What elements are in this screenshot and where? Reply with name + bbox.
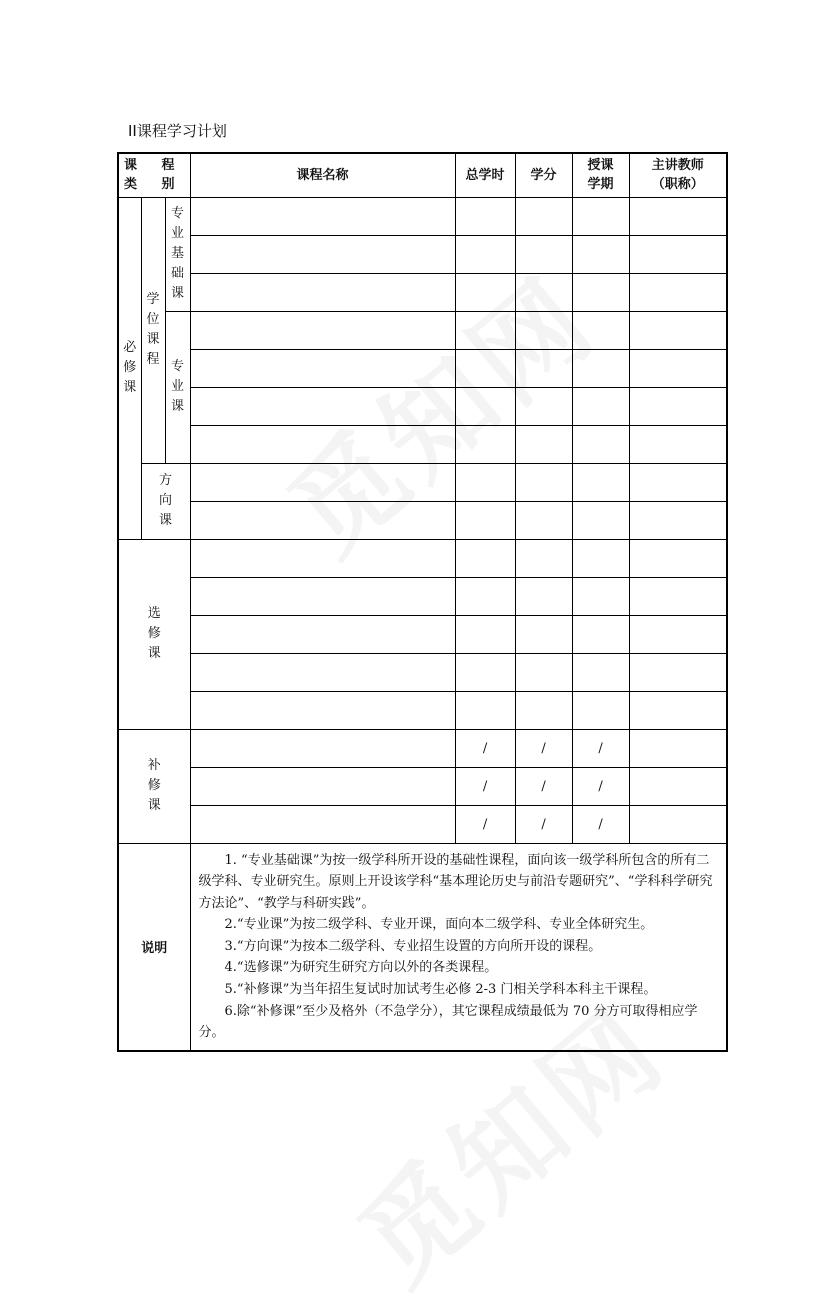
header-total-hours: 总学时 [455,153,515,197]
total-hours-cell[interactable] [455,615,515,653]
course-name-cell[interactable] [190,691,455,729]
header-term-line1: 授课 [587,158,614,174]
term-cell[interactable] [572,425,629,463]
credits-cell[interactable] [515,539,572,577]
course-plan-table [117,152,728,1052]
credits-cell [515,729,572,767]
header-category-line1: 课 程 [123,158,185,174]
term-cell[interactable] [572,311,629,349]
credits-cell[interactable] [515,349,572,387]
term-cell[interactable] [572,539,629,577]
course-name-cell[interactable] [190,539,455,577]
term-cell[interactable] [572,691,629,729]
teacher-cell[interactable] [629,805,727,843]
table-row [118,349,727,387]
category-degree [141,197,165,463]
credits-cell[interactable] [515,387,572,425]
teacher-cell[interactable] [629,691,727,729]
teacher-cell[interactable] [629,729,727,767]
table-row [118,615,727,653]
slash-mark: / [598,816,603,832]
term-cell[interactable] [572,463,629,501]
total-hours-cell[interactable] [455,273,515,311]
credits-cell[interactable] [515,615,572,653]
note-item: 6.除“补修课”至少及格外（不急学分），其它课程成绩最低为 70 分方可取得相应学分。 [198,1003,698,1041]
header-teacher [629,153,727,197]
total-hours-cell [455,767,515,805]
note-item: 2.“专业课”为按二级学科、专业开课，面向本二级学科、专业全体研究生。 [224,917,654,933]
credits-cell[interactable] [515,691,572,729]
header-row [118,153,727,197]
table-row [118,463,727,501]
term-cell[interactable] [572,577,629,615]
table-row [118,311,727,349]
total-hours-cell[interactable] [455,311,515,349]
category-required [118,197,141,539]
header-course-name: 课程名称 [190,153,455,197]
total-hours-cell [455,805,515,843]
table-row [118,197,727,235]
teacher-cell[interactable] [629,235,727,273]
course-name-cell[interactable] [190,653,455,691]
category-direction [141,463,190,539]
term-cell[interactable] [572,349,629,387]
slash-mark: / [541,778,546,794]
slash-mark: / [482,778,488,794]
course-name-cell[interactable] [190,235,455,273]
course-name-cell[interactable] [190,615,455,653]
header-credits: 学分 [515,153,572,197]
notes-label: 说明 [118,843,190,1051]
teacher-cell[interactable] [629,425,727,463]
credits-cell[interactable] [515,653,572,691]
note-item: 1. “专业基础课”为按一级学科所开设的基础性课程，面向该一级学科所包含的所有二级学科、专业研究生。原则上开设该学科“基本理论历史与前沿专题研究”、“学科科学研究方法论”、“教学与科研实践”。 [198,852,713,911]
section-title: II课程学习计划 [128,122,227,140]
credits-cell[interactable] [515,425,572,463]
header-teacher-line2: （职称） [651,177,704,193]
course-name-cell[interactable] [190,463,455,501]
table-row [118,501,727,539]
table-row [118,387,727,425]
term-cell [572,805,629,843]
total-hours-cell[interactable] [455,539,515,577]
total-hours-cell[interactable] [455,691,515,729]
note-item: 4.“选修课”为研究生研究方向以外的各类课程。 [224,960,498,976]
table-row [118,273,727,311]
table-row [118,539,727,577]
credits-cell[interactable] [515,235,572,273]
table-row [118,729,727,767]
teacher-cell[interactable] [629,577,727,615]
slash-mark: / [482,816,488,832]
teacher-cell[interactable] [629,463,727,501]
category-degree-label: 学位课程 [146,292,160,367]
slash-mark: / [598,740,603,756]
total-hours-cell [455,729,515,767]
category-major [165,311,190,463]
course-name-cell[interactable] [190,387,455,425]
table-row [118,805,727,843]
teacher-cell[interactable] [629,387,727,425]
course-name-cell[interactable] [190,349,455,387]
category-foundation [165,197,190,311]
course-name-cell[interactable] [190,767,455,805]
term-cell[interactable] [572,197,629,235]
category-elective [118,539,190,729]
credits-cell[interactable] [515,501,572,539]
term-cell[interactable] [572,653,629,691]
credits-cell[interactable] [515,197,572,235]
course-name-cell[interactable] [190,501,455,539]
teacher-cell[interactable] [629,311,727,349]
note-item: 5.“补修课”为当年招生复试时加试考生必修 2-3 门相关学科本科主干课程。 [224,982,657,998]
table-row [118,767,727,805]
teacher-cell[interactable] [629,539,727,577]
total-hours-cell[interactable] [455,577,515,615]
term-cell[interactable] [572,387,629,425]
category-elective-label: 选修课 [147,606,161,661]
total-hours-cell[interactable] [455,235,515,273]
category-direction-label: 方向课 [158,473,172,528]
teacher-cell[interactable] [629,501,727,539]
total-hours-cell[interactable] [455,349,515,387]
header-category-line2: 类 别 [123,177,185,193]
course-name-cell[interactable] [190,577,455,615]
total-hours-cell[interactable] [455,501,515,539]
term-cell[interactable] [572,501,629,539]
credits-cell[interactable] [515,311,572,349]
notes-content [190,843,727,1051]
course-name-cell[interactable] [190,729,455,767]
total-hours-cell[interactable] [455,463,515,501]
course-name-cell[interactable] [190,197,455,235]
header-term [572,153,629,197]
slash-mark: / [482,740,488,756]
term-cell[interactable] [572,615,629,653]
header-term-line2: 学期 [587,177,614,193]
credits-cell[interactable] [515,463,572,501]
teacher-cell[interactable] [629,653,727,691]
category-major-label: 专业课 [170,359,184,414]
teacher-cell[interactable] [629,349,727,387]
table-row [118,653,727,691]
course-name-cell[interactable] [190,425,455,463]
credits-cell[interactable] [515,577,572,615]
term-cell[interactable] [572,273,629,311]
slash-mark: / [541,740,546,756]
credits-cell [515,805,572,843]
total-hours-cell[interactable] [455,653,515,691]
teacher-cell[interactable] [629,767,727,805]
term-cell[interactable] [572,235,629,273]
total-hours-cell[interactable] [455,387,515,425]
credits-cell[interactable] [515,273,572,311]
slash-mark: / [598,778,603,794]
header-teacher-line1: 主讲教师 [651,158,704,174]
teacher-cell[interactable] [629,615,727,653]
total-hours-cell[interactable] [455,425,515,463]
term-cell [572,767,629,805]
category-required-label: 必修课 [123,340,137,395]
table-row [118,577,727,615]
teacher-cell[interactable] [629,197,727,235]
table-row [118,691,727,729]
table-row [118,235,727,273]
category-supplementary-label: 补修课 [147,758,161,813]
category-supplementary [118,729,190,843]
teacher-cell[interactable] [629,273,727,311]
note-item: 3.“方向课”为按本二级学科、专业招生设置的方向所开设的课程。 [224,938,602,954]
term-cell [572,729,629,767]
header-category [118,153,190,197]
total-hours-cell[interactable] [455,197,515,235]
slash-mark: / [541,816,546,832]
category-foundation-label: 专业基础课 [170,206,184,301]
course-name-cell[interactable] [190,311,455,349]
table-row [118,425,727,463]
notes-row [118,843,727,1051]
credits-cell [515,767,572,805]
course-name-cell[interactable] [190,273,455,311]
course-name-cell[interactable] [190,805,455,843]
